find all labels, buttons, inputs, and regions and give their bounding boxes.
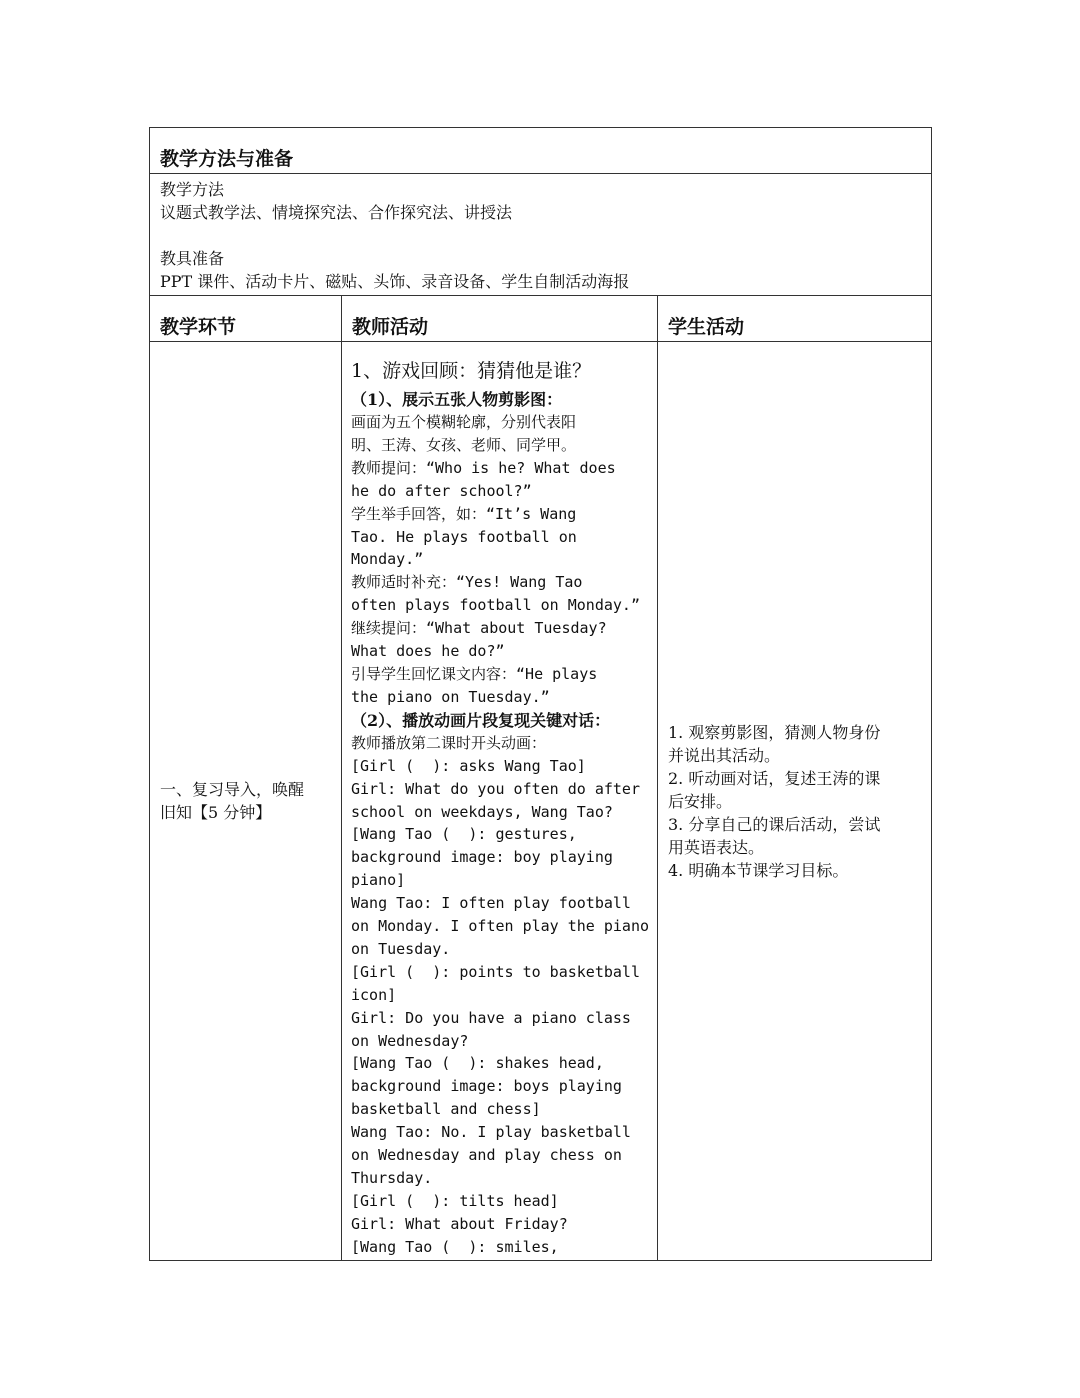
teacher-activity-line: 明、王涛、女孩、老师、同学甲。 [351, 435, 577, 454]
student-activity-cell [658, 342, 932, 1261]
teacher-activity-line: he do after school?” [351, 481, 532, 500]
teacher-activity-line: 教师提问：“Who is he? What does [351, 458, 616, 477]
student-activity-list [668, 721, 921, 882]
teacher-activity-heading: 1、游戏回顾：猜猜他是谁？ [351, 360, 592, 382]
teacher-activity-line: Girl: What do you often do after [351, 779, 640, 798]
lesson-plan-table [149, 127, 932, 1261]
lesson-plan-page [149, 127, 931, 1260]
teacher-activity-line: 学生举手回答，如：“It’s Wang [351, 504, 577, 523]
column-header-student: 学生活动 [658, 296, 932, 342]
preparation-cell [150, 174, 932, 296]
teacher-activity-line: Wang Tao: I often play football [351, 894, 631, 913]
student-activity-line: 1. 观察剪影图，猜测人物身份 [668, 722, 881, 742]
teacher-activity-line: [Girl ( ): asks Wang Tao] [351, 756, 586, 775]
teacher-activity-line: basketball and chess] [351, 1100, 541, 1119]
teacher-activity-line: 教师播放第二课时开头动画： [351, 733, 547, 752]
teacher-activity-line: school on weekdays, Wang Tao? [351, 802, 613, 821]
teacher-activity-line: Wang Tao: No. I play basketball [351, 1123, 631, 1142]
teacher-activity-line: [Wang Tao ( ): shakes head, [351, 1054, 604, 1073]
teacher-activity-subheading-1: （1）、展示五张人物剪影图： [351, 390, 563, 409]
teacher-activity-line: Girl: What about Friday? [351, 1214, 568, 1233]
preparation-row [150, 174, 932, 296]
teacher-activity-line: on Monday. I often play the piano [351, 917, 649, 936]
student-activity-line: 用英语表达。 [668, 837, 765, 857]
teacher-activity-line: Girl: Do you have a piano class [351, 1008, 631, 1027]
teacher-activity-line: What does he do?” [351, 642, 505, 661]
teacher-activity-subheading-2: （2）、播放动画片段复现关键对话： [351, 710, 611, 730]
teacher-activity-line: 教师适时补充：“Yes! Wang Tao [351, 573, 583, 592]
student-activity-line: 2. 听动画对话，复述王涛的课 [668, 768, 881, 788]
teacher-activity-line: [Girl ( ): tilts head] [351, 1191, 559, 1210]
stage-row [150, 342, 932, 1261]
teacher-activity-line: [Wang Tao ( ): smiles, [351, 1237, 559, 1256]
materials-content: PPT 课件、活动卡片、磁贴、头饰、录音设备、学生自制活动海报 [160, 272, 630, 291]
section-title: 教学方法与准备 [150, 128, 932, 174]
stage-name-line2: 旧知【5 分钟】 [160, 803, 272, 822]
teacher-activity-line: [Girl ( ): points to basketball [351, 962, 640, 981]
teacher-activity-line: Monday.” [351, 550, 424, 569]
teacher-activity-line: on Wednesday and play chess on [351, 1146, 622, 1165]
materials-label: 教具准备 [160, 249, 225, 268]
methods-content: 议题式教学法、情境探究法、合作探究法、讲授法 [160, 203, 513, 222]
stage-cell [150, 342, 342, 1261]
teacher-activity-lines-b [351, 732, 649, 1259]
teacher-activity-cell [342, 342, 658, 1261]
teacher-activity-line: background image: boy playing [351, 848, 613, 867]
student-activity-line: 并说出其活动。 [668, 745, 781, 765]
teacher-activity-line: 继续提问：“What about Tuesday? [351, 619, 607, 638]
teacher-activity-line: Tao. He plays football on [351, 527, 577, 546]
teacher-activity-line: on Tuesday. [351, 939, 451, 958]
teacher-activity-line: 画面为五个模糊轮廓，分别代表阳 [351, 413, 577, 431]
teacher-activity-line: often plays football on Monday.” [351, 596, 640, 615]
teacher-activity-line: the piano on Tuesday.” [351, 687, 550, 706]
column-header-stage: 教学环节 [150, 296, 342, 342]
column-header-row [150, 296, 932, 342]
teacher-activity-line: [Wang Tao ( ): gestures, [351, 825, 577, 844]
methods-label: 教学方法 [160, 180, 225, 199]
teacher-activity-line: Thursday. [351, 1169, 433, 1187]
student-activity-line: 3. 分享自己的课后活动，尝试 [668, 814, 881, 834]
spacer [160, 224, 921, 247]
teacher-activity-line: background image: boys playing [351, 1077, 622, 1096]
teacher-activity-line: 引导学生回忆课文内容：“He plays [351, 664, 598, 683]
teacher-activity-line: on Wednesday? [351, 1031, 469, 1050]
teacher-activity-content [351, 356, 649, 1260]
column-header-teacher: 教师活动 [342, 296, 658, 342]
stage-name-line1: 一、复习导入，唤醒 [160, 780, 305, 799]
teacher-activity-line: icon] [351, 985, 397, 1004]
teacher-activity-lines-a [351, 411, 649, 709]
section-title-row [150, 128, 932, 174]
student-activity-line: 4. 明确本节课学习目标。 [668, 860, 849, 880]
student-activity-line: 后安排。 [668, 791, 733, 811]
teacher-activity-line: piano] [351, 871, 406, 890]
